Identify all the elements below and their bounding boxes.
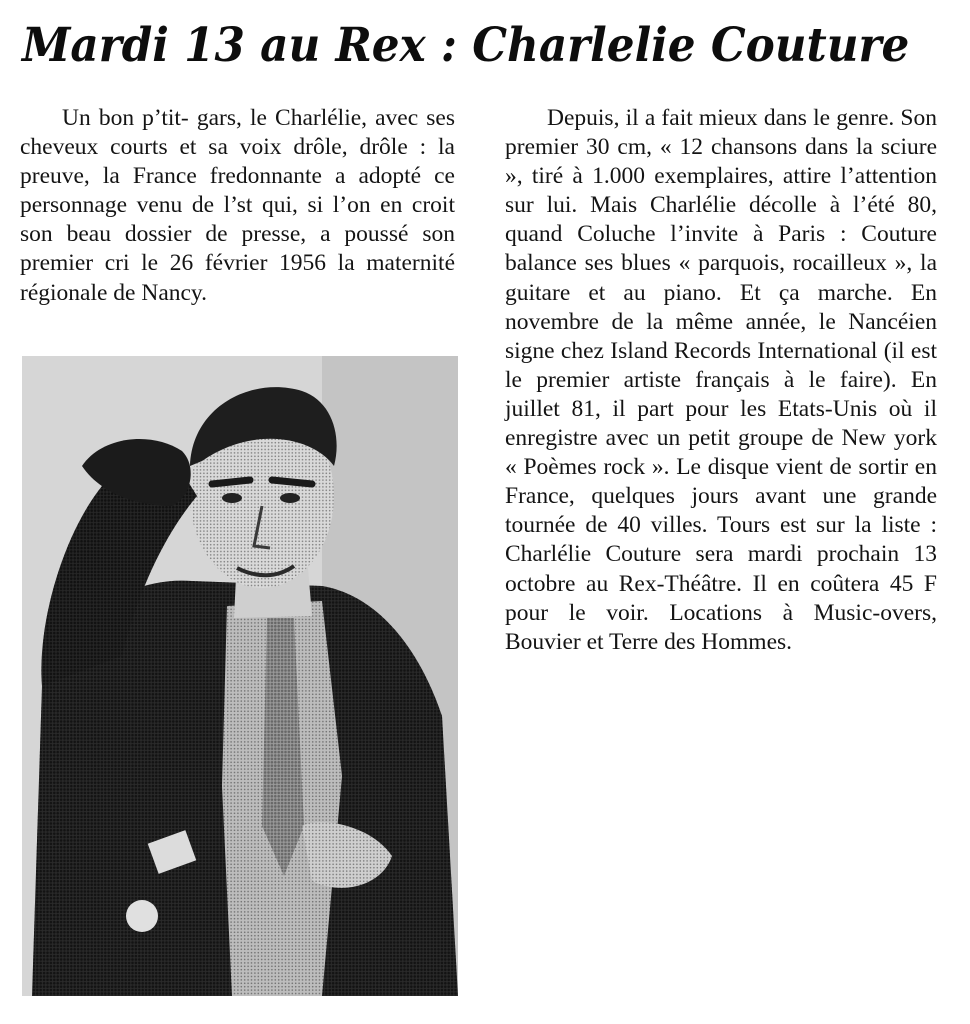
portrait-photo	[22, 356, 458, 996]
article-column-right	[505, 104, 937, 657]
article-column-left	[20, 104, 455, 308]
article-paragraph-intro: Un bon p’tit- gars, le Charlélie, avec ses cheveux courts et sa voix drôle, drôle : la preuve, la France fredonnante a adopté ce personnage venu de l’st qui, si l’on en croit son beau dossier de presse, a poussé son premier cri le 26 février 1956 la maternité régionale de Nancy.	[20, 105, 455, 306]
portrait-illustration	[22, 356, 458, 996]
article-headline: Mardi 13 au Rex : Charlelie Couture	[22, 18, 910, 73]
article-paragraph-body: Depuis, il a fait mieux dans le genre. Son premier 30 cm, « 12 chansons dans la sciure », tiré à 1.000 exemplaires, attire l’attention sur lui. Mais Charlélie décolle à l’été 80, quand Coluche l’invite à Paris : Couture balance ses blues « parquois, rocailleux », la guitare et au piano. Et ça marche. En novembre de la même année, le Nancéien signe chez Island Records International (il est le premier artiste français à le faire). En juillet 81, il part pour les Etats-Unis où il enregistre avec un petit groupe de New york « Poèmes rock ». Le disque vient de sortir en France, quelques jours avant une grande tournée de 40 villes. Tours est sur la liste : Charlélie Couture sera mardi prochain 13 octobre au Rex-Théâtre. Il en coûtera 45 F pour le voir. Locations à Music-overs, Bouvier et Terre des Hommes.	[505, 105, 937, 655]
